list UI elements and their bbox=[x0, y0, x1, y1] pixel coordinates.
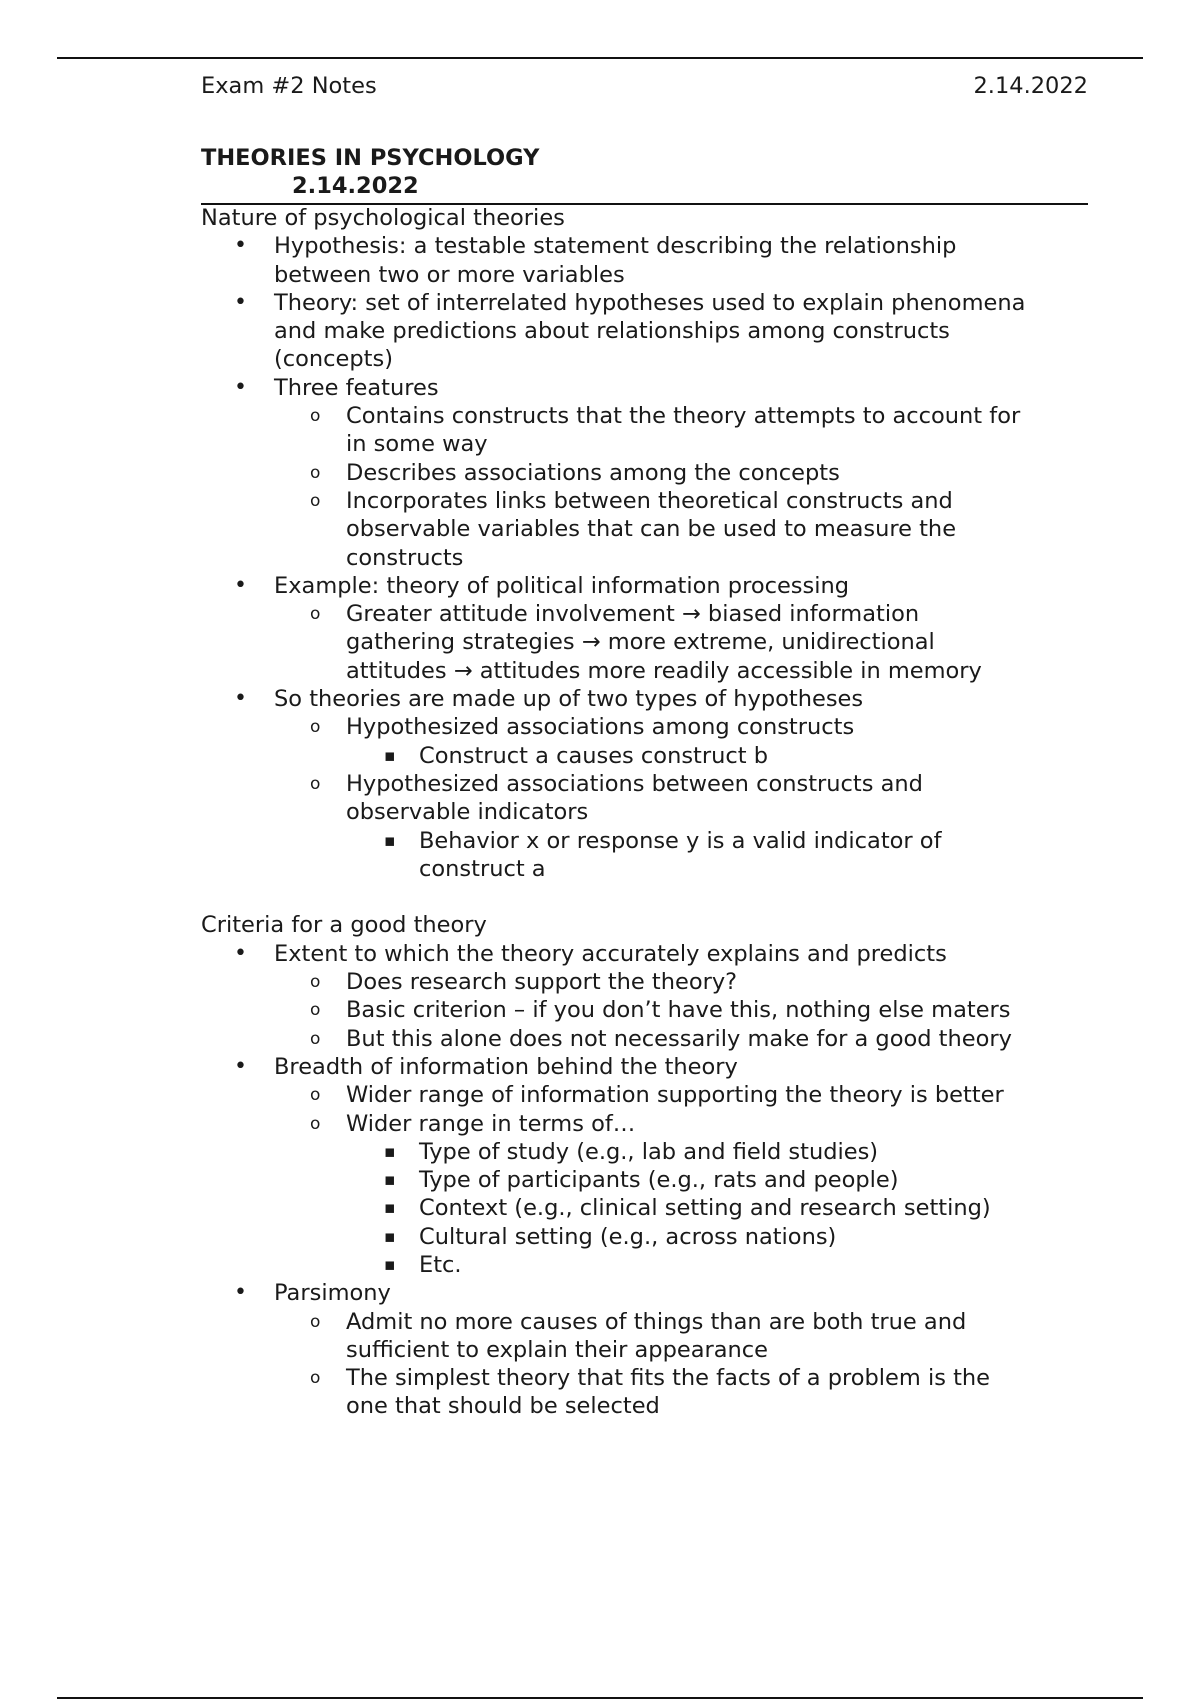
list-item bbox=[201, 515, 1088, 543]
list-item bbox=[201, 770, 1088, 798]
list-item-text: gathering strategies → more extreme, unidirectional bbox=[346, 629, 935, 656]
list-item bbox=[201, 968, 1088, 996]
bullet-circle-icon: o bbox=[310, 1113, 321, 1134]
list-item-text: Cultural setting (e.g., across nations) bbox=[419, 1223, 837, 1250]
bullet-circle-icon: o bbox=[310, 604, 321, 625]
list-item bbox=[201, 798, 1088, 826]
list-item-text: between two or more variables bbox=[274, 261, 625, 288]
bullet-circle-icon: o bbox=[310, 490, 321, 511]
bullet-square-icon: ▪ bbox=[384, 1226, 396, 1247]
list-item-text: (concepts) bbox=[274, 346, 393, 373]
section-title bbox=[201, 144, 1088, 200]
list-item-text: Breadth of information behind the theory bbox=[274, 1053, 738, 1080]
list-item-text: Nature of psychological theories bbox=[201, 205, 565, 231]
header-date: 2.14.2022 bbox=[973, 73, 1088, 99]
list-item-text: Hypothesized associations between constructs and bbox=[346, 770, 923, 797]
list-item bbox=[201, 996, 1088, 1024]
list-item bbox=[201, 685, 1088, 713]
list-item-text: Type of study (e.g., lab and field studies) bbox=[419, 1138, 879, 1165]
list-item-text: Basic criterion – if you don’t have this, nothing else maters bbox=[346, 997, 1011, 1024]
bullet-disc-icon: • bbox=[234, 1280, 247, 1306]
list-item-text: attitudes → attitudes more readily accessible in memory bbox=[346, 657, 982, 684]
list-item bbox=[201, 1251, 1088, 1279]
list-item-text: sufficient to explain their appearance bbox=[346, 1336, 768, 1363]
list-item bbox=[201, 1053, 1088, 1081]
list-item bbox=[201, 572, 1088, 600]
list-item-text: Hypothesis: a testable statement describing the relationship bbox=[274, 233, 957, 260]
bullet-circle-icon: o bbox=[310, 773, 321, 794]
section-title-text: THEORIES IN PSYCHOLOGY bbox=[201, 145, 540, 171]
list-item bbox=[201, 430, 1088, 458]
notes-body bbox=[201, 204, 1088, 1421]
list-item-text: observable variables that can be used to measure the bbox=[346, 516, 957, 543]
list-item bbox=[201, 317, 1088, 345]
bullet-disc-icon: • bbox=[234, 374, 247, 400]
bullet-square-icon: ▪ bbox=[384, 830, 396, 851]
list-item bbox=[201, 1279, 1088, 1307]
bullet-circle-icon: o bbox=[310, 972, 321, 993]
header-title: Exam #2 Notes bbox=[201, 73, 377, 99]
section-heading bbox=[201, 204, 1088, 232]
list-item bbox=[201, 1081, 1088, 1109]
list-item-text: Type of participants (e.g., rats and people) bbox=[419, 1167, 899, 1194]
list-item-text: So theories are made up of two types of hypotheses bbox=[274, 686, 864, 713]
list-item-text: and make predictions about relationships among constructs bbox=[274, 318, 950, 345]
list-item-text: But this alone does not necessarily make for a good theory bbox=[346, 1025, 1012, 1052]
list-item bbox=[201, 1166, 1088, 1194]
header-rule bbox=[57, 57, 1143, 59]
list-item bbox=[201, 1025, 1088, 1053]
list-item-text: Wider range in terms of… bbox=[346, 1110, 636, 1137]
bullet-circle-icon: o bbox=[310, 1368, 321, 1389]
list-item-text: Etc. bbox=[419, 1251, 462, 1278]
list-item-text: Wider range of information supporting the theory is better bbox=[346, 1082, 1004, 1109]
list-item-text: Parsimony bbox=[274, 1280, 391, 1307]
list-item bbox=[201, 544, 1088, 572]
list-item bbox=[201, 1223, 1088, 1251]
list-item bbox=[201, 374, 1088, 402]
bullet-circle-icon: o bbox=[310, 1000, 321, 1021]
list-item-text: Contains constructs that the theory attempts to account for bbox=[346, 403, 1021, 430]
list-item-text: Hypothesized associations among constructs bbox=[346, 714, 855, 741]
bullet-disc-icon: • bbox=[234, 289, 247, 315]
bullet-square-icon: ▪ bbox=[384, 1254, 396, 1275]
bullet-disc-icon: • bbox=[234, 572, 247, 598]
list-item-text: Example: theory of political information processing bbox=[274, 572, 850, 599]
list-item-text: Admit no more causes of things than are both true and bbox=[346, 1308, 967, 1335]
list-item-text: Greater attitude involvement → biased information bbox=[346, 601, 920, 628]
list-item bbox=[201, 940, 1088, 968]
bullet-circle-icon: o bbox=[310, 406, 321, 427]
footer-rule bbox=[57, 1697, 1143, 1699]
list-item-text: Incorporates links between theoretical constructs and bbox=[346, 487, 953, 514]
list-item-text: Criteria for a good theory bbox=[201, 912, 487, 939]
list-item bbox=[201, 657, 1088, 685]
bullet-circle-icon: o bbox=[310, 717, 321, 738]
list-item bbox=[201, 1364, 1088, 1392]
list-item-text: Extent to which the theory accurately explains and predicts bbox=[274, 940, 947, 967]
list-item bbox=[201, 345, 1088, 373]
list-item-text: in some way bbox=[346, 431, 488, 458]
list-item bbox=[201, 1308, 1088, 1336]
list-item-text: Behavior x or response y is a valid indicator of bbox=[419, 827, 942, 854]
list-item-text: one that should be selected bbox=[346, 1393, 660, 1420]
bullet-disc-icon: • bbox=[234, 686, 247, 712]
bullet-square-icon: ▪ bbox=[384, 1198, 396, 1219]
list-item bbox=[201, 261, 1088, 289]
list-item bbox=[201, 1194, 1088, 1222]
bullet-disc-icon: • bbox=[234, 940, 247, 966]
section-title-date: 2.14.2022 bbox=[292, 173, 419, 199]
list-item bbox=[201, 402, 1088, 430]
section-heading bbox=[201, 911, 1088, 939]
bullet-square-icon: ▪ bbox=[384, 1170, 396, 1191]
bullet-circle-icon: o bbox=[310, 462, 321, 483]
list-item-text: The simplest theory that fits the facts of a problem is the bbox=[346, 1365, 991, 1392]
list-item bbox=[201, 1392, 1088, 1420]
bullet-disc-icon: • bbox=[234, 233, 247, 259]
bullet-circle-icon: o bbox=[310, 1085, 321, 1106]
list-item-text: constructs bbox=[346, 544, 464, 571]
list-item bbox=[201, 1336, 1088, 1364]
blank-line bbox=[201, 883, 1088, 911]
bullet-disc-icon: • bbox=[234, 1053, 247, 1079]
list-item-text: Does research support the theory? bbox=[346, 969, 738, 996]
bullet-square-icon: ▪ bbox=[384, 1141, 396, 1162]
list-item-text: Theory: set of interrelated hypotheses used to explain phenomena bbox=[274, 289, 1026, 316]
bullet-square-icon: ▪ bbox=[384, 745, 396, 766]
list-item bbox=[201, 713, 1088, 741]
list-item-text: Construct a causes construct b bbox=[419, 742, 769, 769]
list-item bbox=[201, 1110, 1088, 1138]
list-item-text: Three features bbox=[274, 374, 439, 401]
list-item-text: Describes associations among the concepts bbox=[346, 459, 840, 486]
list-item-text: Context (e.g., clinical setting and research setting) bbox=[419, 1195, 991, 1222]
list-item bbox=[201, 628, 1088, 656]
list-item-text: construct a bbox=[419, 855, 546, 882]
list-item bbox=[201, 289, 1088, 317]
list-item-text: observable indicators bbox=[346, 799, 589, 826]
list-item bbox=[201, 855, 1088, 883]
list-item bbox=[201, 459, 1088, 487]
list-item bbox=[201, 1138, 1088, 1166]
list-item bbox=[201, 232, 1088, 260]
list-item bbox=[201, 600, 1088, 628]
list-item bbox=[201, 827, 1088, 855]
list-item bbox=[201, 487, 1088, 515]
page-header bbox=[201, 72, 1088, 100]
bullet-circle-icon: o bbox=[310, 1311, 321, 1332]
list-item bbox=[201, 742, 1088, 770]
bullet-circle-icon: o bbox=[310, 1028, 321, 1049]
